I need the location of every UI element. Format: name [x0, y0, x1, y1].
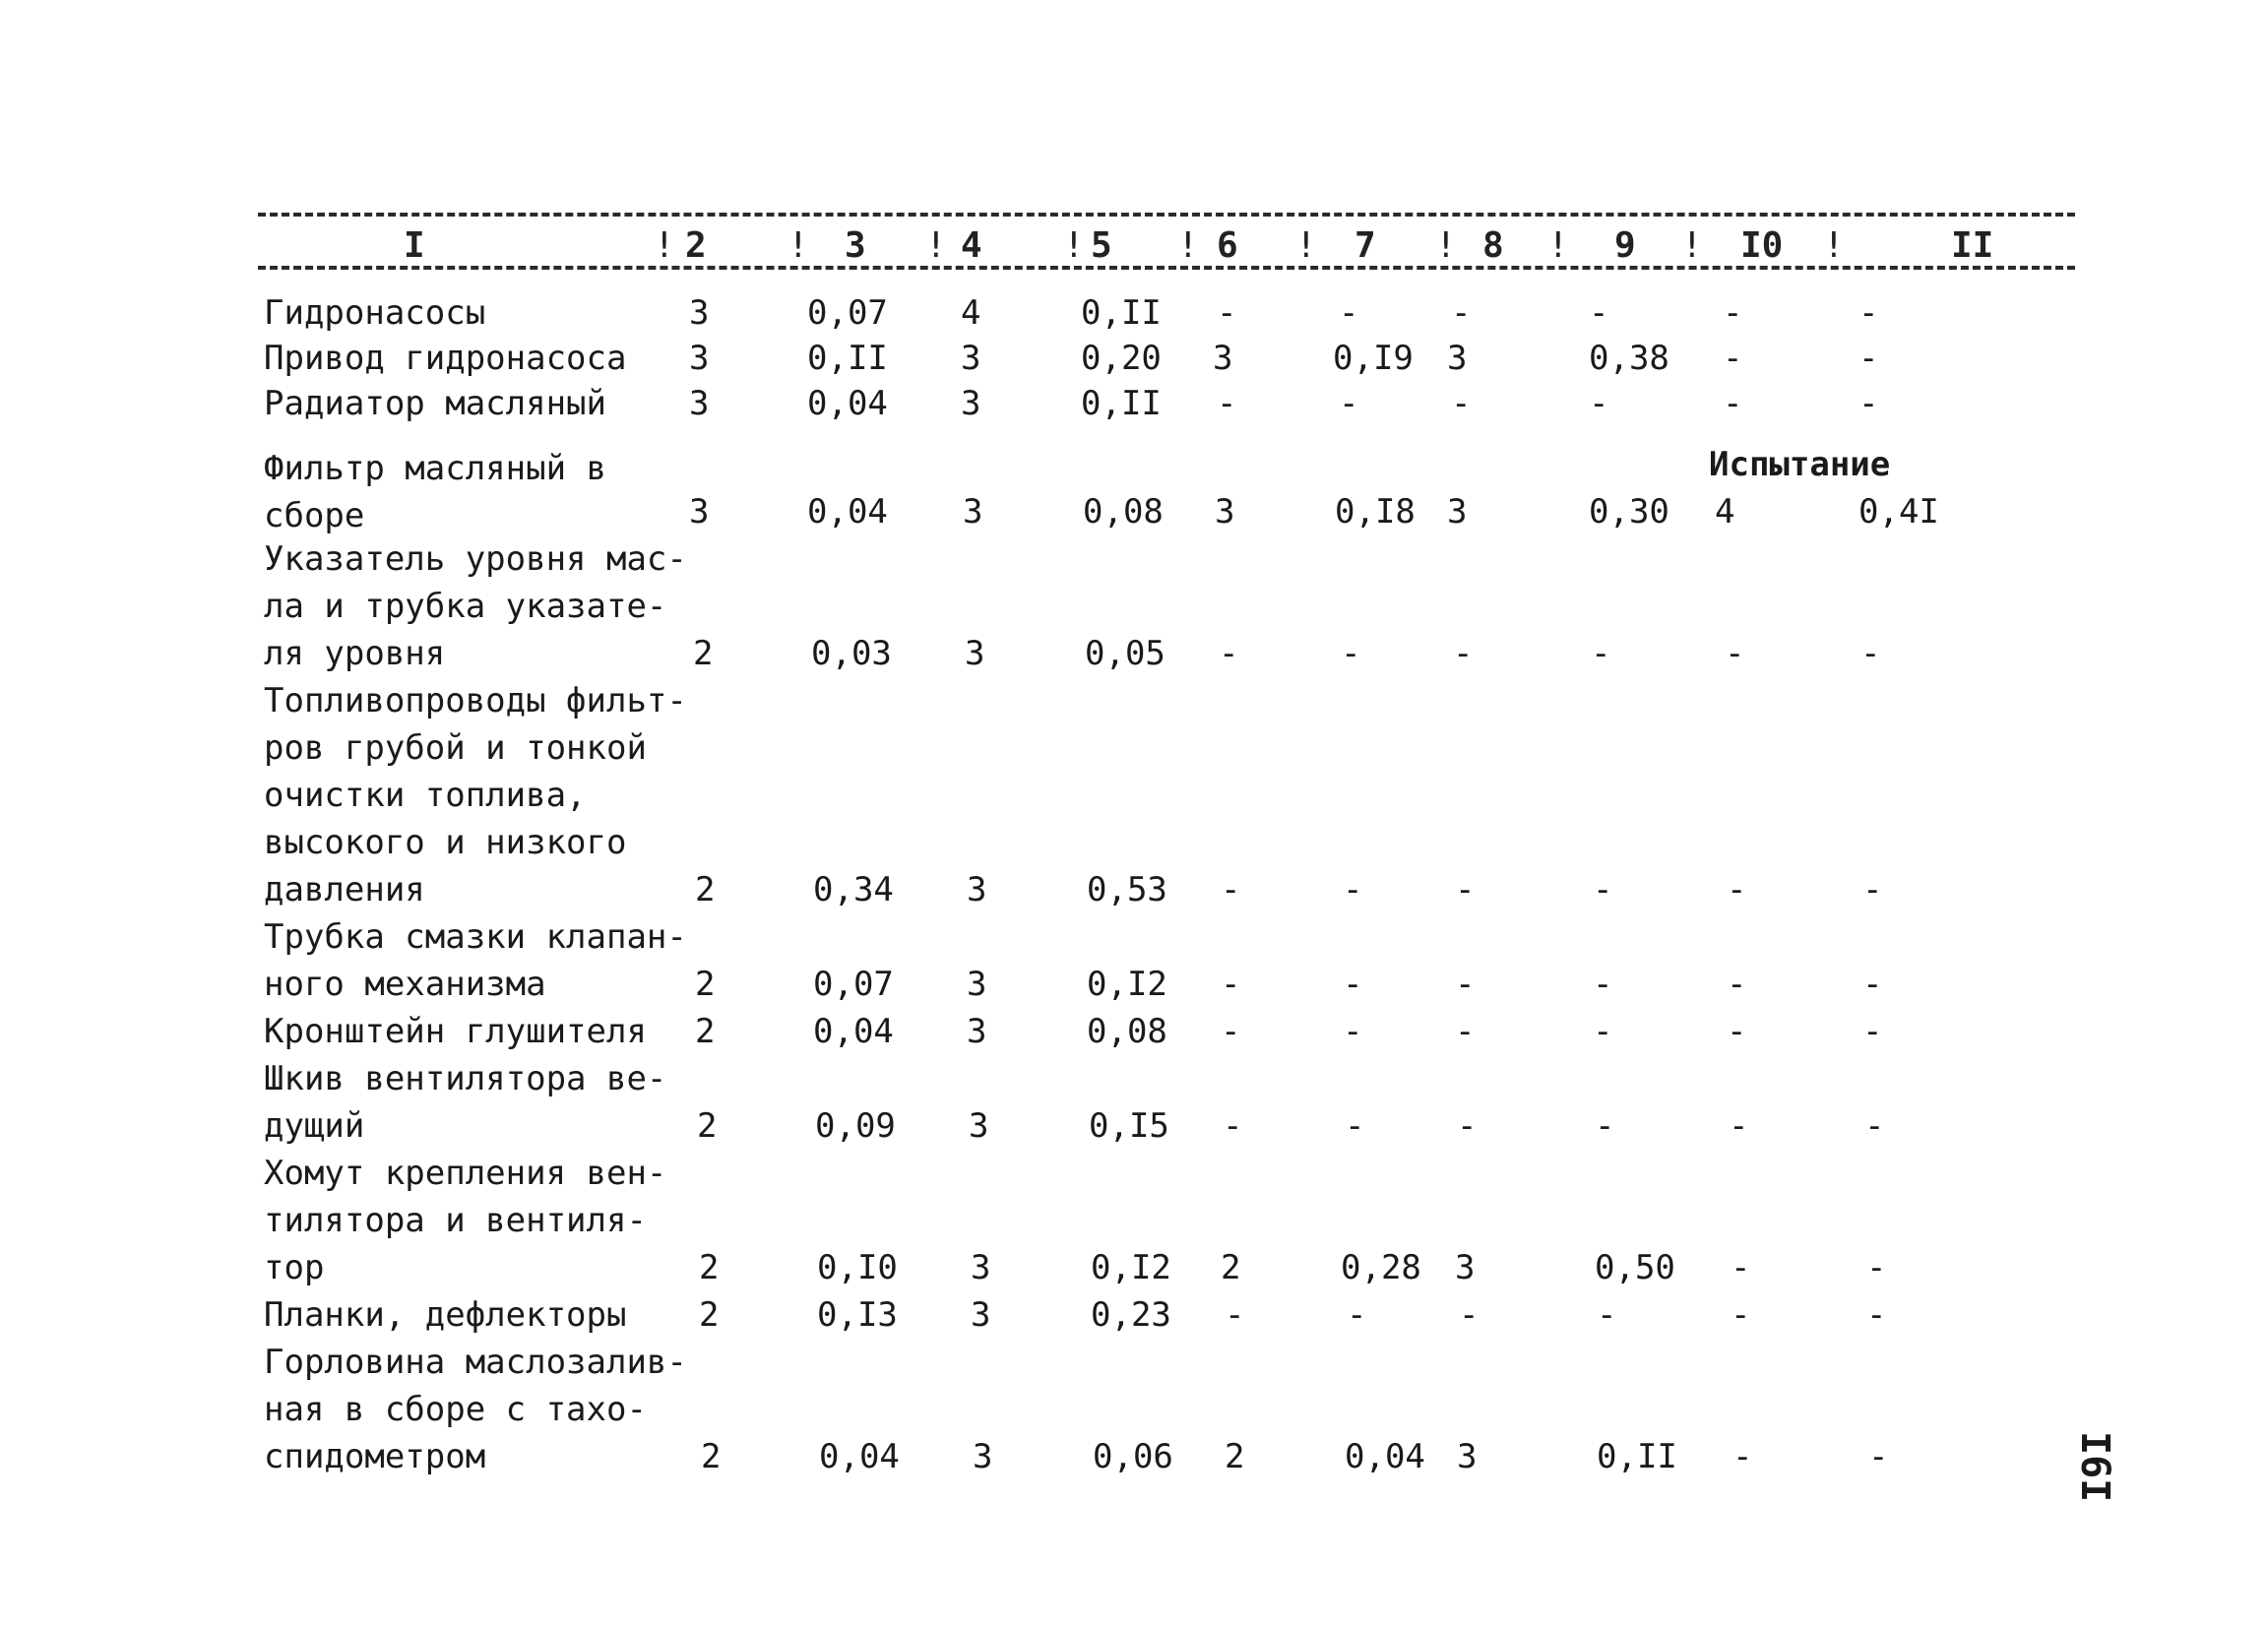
cell-col-7: 0,28 [1341, 1248, 1421, 1287]
cell-col-8: - [1453, 634, 1474, 673]
header-separator: ! [1823, 225, 1845, 266]
cell-col-2: 2 [693, 634, 714, 673]
header-separator: ! [1063, 225, 1085, 266]
cell-col-6: - [1217, 384, 1237, 423]
cell-col-6: - [1219, 634, 1239, 673]
header-col-3: 3 [845, 225, 866, 266]
cell-col-5: 0,53 [1087, 870, 1167, 909]
cell-col-8: - [1455, 1012, 1476, 1051]
row-name: Указатель уровня мас- ла и трубка указате- ля уровня [264, 539, 687, 673]
cell-col-5: 0,II [1081, 293, 1162, 333]
cell-col-8: - [1451, 293, 1472, 333]
cell-col-10: - [1731, 1295, 1751, 1335]
cell-col-9: 0,50 [1595, 1248, 1675, 1287]
page-number: I6I [2072, 1431, 2117, 1503]
row-name: Трубка смазки клапан- ного механизма [264, 917, 687, 1004]
row-name: Шкив вентилятора ве- дущий [264, 1059, 667, 1146]
cell-col-7: - [1343, 965, 1363, 1004]
cell-col-7: 0,I9 [1333, 339, 1414, 378]
header-col-2: 2 [685, 225, 707, 266]
cell-col-7: - [1343, 1012, 1363, 1051]
row-name: Гидронасосы [264, 293, 486, 333]
cell-col-11: - [1860, 634, 1881, 673]
cell-col-10: - [1725, 634, 1745, 673]
cell-col-11: - [1866, 1248, 1887, 1287]
row-name: Фильтр масляный в сборе [264, 449, 606, 535]
cell-col-5: 0,I2 [1091, 1248, 1171, 1287]
cell-col-4: 3 [969, 1106, 989, 1146]
cell-col-2: 2 [701, 1437, 722, 1476]
row-name: Горловина маслозалив- ная в сборе с тахо- спидометром [264, 1343, 687, 1476]
cell-col-3: 0,07 [813, 965, 894, 1004]
cell-col-3: 0,04 [807, 384, 888, 423]
cell-col-6: - [1223, 1106, 1243, 1146]
cell-col-4: 3 [965, 634, 985, 673]
cell-col-4: 3 [967, 870, 987, 909]
cell-col-5: 0,08 [1083, 492, 1164, 532]
cell-col-9: - [1595, 1106, 1615, 1146]
cell-col-3: 0,07 [807, 293, 888, 333]
cell-col-3: 0,04 [807, 492, 888, 532]
cell-col-2: 2 [699, 1295, 720, 1335]
cell-col-10: - [1727, 965, 1747, 1004]
header-separator: ! [1177, 225, 1199, 266]
cell-col-2: 3 [689, 339, 710, 378]
cell-col-9: 0,30 [1589, 492, 1670, 532]
cell-col-3: 0,I0 [817, 1248, 898, 1287]
cell-col-6: 3 [1213, 339, 1233, 378]
cell-col-3: 0,09 [815, 1106, 896, 1146]
header-col-7: 7 [1354, 225, 1376, 266]
cell-col-7: - [1341, 634, 1361, 673]
cell-col-6: 2 [1221, 1248, 1241, 1287]
header-col-6: 6 [1217, 225, 1238, 266]
header-separator: ! [925, 225, 947, 266]
row-name: Хомут крепления вен- тилятора и вентиля- тор [264, 1154, 667, 1287]
header-separator: ! [1547, 225, 1569, 266]
header-top-rule [258, 213, 2075, 217]
header-col-9: 9 [1614, 225, 1636, 266]
cell-col-11: - [1862, 1012, 1883, 1051]
cell-col-8: - [1455, 870, 1476, 909]
cell-col-6: - [1217, 293, 1237, 333]
cell-col-9: - [1593, 965, 1613, 1004]
cell-col-8: 3 [1457, 1437, 1478, 1476]
cell-col-5: 0,23 [1091, 1295, 1171, 1335]
cell-col-11: - [1858, 293, 1879, 333]
cell-col-7: - [1347, 1295, 1367, 1335]
cell-col-10: - [1732, 1437, 1753, 1476]
cell-col-11: - [1862, 870, 1883, 909]
cell-col-4: 4 [961, 293, 981, 333]
cell-col-8: - [1455, 965, 1476, 1004]
cell-col-2: 3 [689, 293, 710, 333]
header-col-11: II [1951, 225, 1994, 266]
cell-col-9: - [1597, 1295, 1617, 1335]
cell-col-7: - [1343, 870, 1363, 909]
cell-col-2: 2 [695, 965, 716, 1004]
row-name: Топливопроводы фильт- ров грубой и тонкой очистки топлива, высокого и низкого давления [264, 681, 687, 909]
cell-col-5: 0,08 [1087, 1012, 1167, 1051]
cell-col-4: 3 [961, 339, 981, 378]
cell-col-8: 3 [1447, 339, 1468, 378]
cell-col-8: 3 [1455, 1248, 1476, 1287]
cell-col-5: 0,I5 [1089, 1106, 1169, 1146]
header-col-8: 8 [1482, 225, 1504, 266]
row-name: Планки, дефлекторы [264, 1295, 627, 1335]
cell-col-7: 0,I8 [1335, 492, 1416, 532]
cell-col-9: 0,II [1597, 1437, 1677, 1476]
header-col-10: I0 [1740, 225, 1784, 266]
row-name: Привод гидронасоса [264, 339, 627, 378]
cell-col-5: 0,20 [1081, 339, 1162, 378]
cell-col-4: 3 [961, 384, 981, 423]
cell-col-5: 0,II [1081, 384, 1162, 423]
cell-col-5: 0,I2 [1087, 965, 1167, 1004]
header-separator: ! [654, 225, 675, 266]
cell-col-6: 3 [1215, 492, 1235, 532]
header-col-4: 4 [961, 225, 982, 266]
header-bottom-rule [258, 266, 2075, 270]
cell-col-10: 4 [1715, 492, 1735, 532]
cell-col-8: - [1451, 384, 1472, 423]
cell-col-3: 0,34 [813, 870, 894, 909]
header-separator: ! [1435, 225, 1457, 266]
cell-col-2: 3 [689, 492, 710, 532]
cell-col-10: - [1729, 1106, 1749, 1146]
cell-col-10: - [1723, 384, 1743, 423]
header-separator: ! [1295, 225, 1317, 266]
cell-col-10: - [1731, 1248, 1751, 1287]
cell-col-3: 0,04 [813, 1012, 894, 1051]
header-separator: ! [788, 225, 809, 266]
cell-col-9: - [1591, 634, 1611, 673]
cell-col-6: - [1225, 1295, 1245, 1335]
cell-col-3: 0,I3 [817, 1295, 898, 1335]
row-name: Радиатор масляный [264, 384, 606, 423]
cell-col-11: - [1868, 1437, 1889, 1476]
cell-col-6: - [1221, 870, 1241, 909]
cell-col-11: - [1866, 1295, 1887, 1335]
cell-col-7: - [1339, 293, 1359, 333]
cell-col-4: 3 [971, 1295, 991, 1335]
cell-col-5: 0,06 [1093, 1437, 1173, 1476]
cell-col-2: 2 [699, 1248, 720, 1287]
cell-col-9: - [1593, 870, 1613, 909]
cell-col-7: 0,04 [1345, 1437, 1425, 1476]
header-col-1: I [404, 225, 425, 266]
test-note: Испытание [1709, 445, 1891, 484]
header-col-5: 5 [1091, 225, 1112, 266]
row-name: Кронштейн глушителя [264, 1012, 647, 1051]
cell-col-8: - [1457, 1106, 1478, 1146]
cell-col-10: - [1727, 870, 1747, 909]
cell-col-2: 2 [697, 1106, 718, 1146]
cell-col-9: - [1589, 384, 1609, 423]
cell-col-10: - [1727, 1012, 1747, 1051]
cell-col-10: - [1723, 293, 1743, 333]
cell-col-3: 0,04 [819, 1437, 900, 1476]
cell-col-6: 2 [1225, 1437, 1245, 1476]
cell-col-2: 2 [695, 1012, 716, 1051]
cell-col-9: 0,38 [1589, 339, 1670, 378]
cell-col-8: 3 [1447, 492, 1468, 532]
cell-col-9: - [1593, 1012, 1613, 1051]
cell-col-4: 3 [971, 1248, 991, 1287]
header-separator: ! [1681, 225, 1703, 266]
cell-col-2: 3 [689, 384, 710, 423]
cell-col-8: - [1459, 1295, 1480, 1335]
cell-col-6: - [1221, 1012, 1241, 1051]
cell-col-4: 3 [967, 965, 987, 1004]
cell-col-6: - [1221, 965, 1241, 1004]
cell-col-9: - [1589, 293, 1609, 333]
cell-col-3: 0,II [807, 339, 888, 378]
cell-col-4: 3 [967, 1012, 987, 1051]
cell-col-11: - [1858, 384, 1879, 423]
cell-col-11: - [1858, 339, 1879, 378]
cell-col-4: 3 [973, 1437, 993, 1476]
cell-col-3: 0,03 [811, 634, 892, 673]
cell-col-2: 2 [695, 870, 716, 909]
cell-col-11: 0,4I [1858, 492, 1939, 532]
cell-col-11: - [1864, 1106, 1885, 1146]
cell-col-7: - [1339, 384, 1359, 423]
cell-col-5: 0,05 [1085, 634, 1166, 673]
cell-col-7: - [1345, 1106, 1365, 1146]
cell-col-4: 3 [963, 492, 983, 532]
cell-col-10: - [1723, 339, 1743, 378]
cell-col-11: - [1862, 965, 1883, 1004]
